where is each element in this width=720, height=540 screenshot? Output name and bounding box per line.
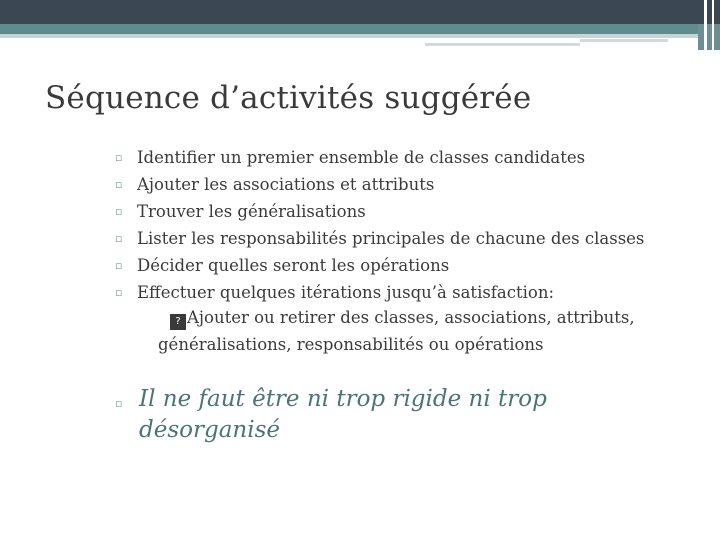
emphasis-line: Il ne faut être ni trop rigide ni trop [139,386,547,412]
list-item [115,198,705,225]
bullet-marker-icon: ▫ [115,286,123,299]
corner-stripe [712,0,714,50]
list-item-text: Effectuer quelques itérations jusqu’à satisfaction: [137,283,555,302]
list-item [115,171,705,198]
bullet-marker-icon: ▫ [115,397,123,410]
bullet-marker-icon: ▫ [115,178,123,191]
list-item [115,279,705,306]
list-item-text: Identifier un premier ensemble de classes candidates [137,148,586,167]
list-item-text: Décider quelles seront les opérations [137,256,450,275]
header-accent-line [425,43,580,46]
emphasis-line: désorganisé [139,417,280,443]
sub-bullet [158,304,690,358]
bullet-marker-icon: ▫ [115,205,123,218]
list-item-text: Trouver les généralisations [137,202,366,221]
bullet-marker-icon: ▫ [115,151,123,164]
missing-glyph-icon: ? [170,314,186,330]
list-item [115,225,705,252]
sub-bullet-line [170,304,690,331]
bullet-list [115,144,705,306]
list-item [115,144,705,171]
bullet-marker-icon: ▫ [115,232,123,245]
header-bar-light [0,34,698,38]
list-item-text: Ajouter les associations et attributs [137,175,435,194]
header-bar-teal [0,24,698,34]
list-item-text: Lister les responsabilités principales de chacune des classes [137,229,645,248]
corner-stripe [704,0,707,50]
corner-block-teal [698,24,720,50]
list-item [115,252,705,279]
header-bar-dark [0,0,698,24]
sub-bullet-text: Ajouter ou retirer des classes, associations, attributs, [187,308,635,327]
slide-title: Séquence d’activités suggérée [45,80,532,116]
sub-bullet-line: généralisations, responsabilités ou opérations [158,335,544,354]
header-accent-line [580,39,668,42]
bullet-marker-icon: ▫ [115,259,123,272]
emphasis-note [115,384,675,446]
